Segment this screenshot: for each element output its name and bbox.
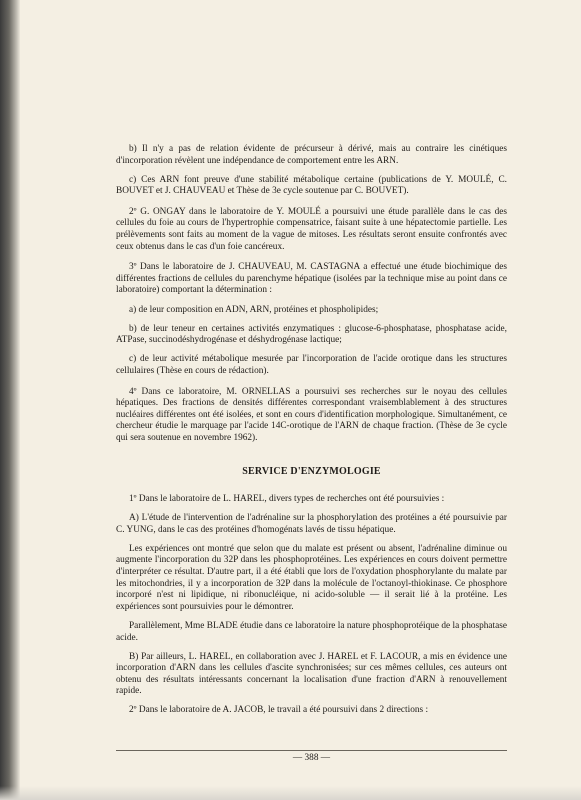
paragraph-2-ongay: 2º G. ONGAY dans le laboratoire de Y. MOULÉ a poursuivi une étude parallèle dans le cas des cellules du foie au cours de l'hypertrophie compensatrice, faisant suite à une hépatectomie partielle. Les prélèvements sont faits au moment de la vague de mitoses. Les résultats seront ensuite confrontés avec ceux obtenus dans le cas d'un foie cancéreux.: [116, 206, 507, 252]
list-item-a: a) de leur composition en ADN, ARN, protéines et phospholipides;: [129, 304, 379, 315]
paragraph-b: b) Il n'y a pas de relation évidente de précurseur à dérivé, mais au contraire les cinétiques d'incorporation révèlent une indépendance de comportement entre les ARN.: [116, 144, 507, 166]
page-body: [116, 144, 507, 717]
paragraph-1-harel: 1º Dans le laboratoire de L. HAREL, divers types de recherches ont été poursuivies :: [129, 494, 445, 505]
page-footer: [116, 750, 507, 763]
scan-bottom-edge: [0, 786, 581, 800]
paragraph-B-harel: B) Par ailleurs, L. HAREL, en collaboration avec J. HAREL et F. LACOUR, a mis en évidence une incorporation d'ARN dans les cellules d'ascite synchronisées; sur ces mêmes cellules, ces auteurs ont obtenu des résultats intéressants concernant la localisation d'une fraction d'ARN à renouvellement rapide.: [116, 651, 507, 697]
list-item-c: c) de leur activité métabolique mesurée par l'incorporation de l'acide orotique dans les structures cellulaires (Thèse en cours de rédaction).: [116, 354, 507, 376]
paragraph-3-chauveau: 3º Dans le laboratoire de J. CHAUVEAU, M. CASTAGNA a effectué une étude biochimique des différentes fractions de cellules du parenchyme hépatique (isolées par la technique mise au point dans ce laboratoire) comportant la détermination :: [116, 262, 507, 296]
paragraph-2-jacob: 2º Dans le laboratoire de A. JACOB, le travail a été poursuivi dans 2 directions :: [129, 705, 429, 716]
paragraph-experiences: Les expériences ont montré que selon que du malate est présent ou absent, l'adrénaline diminue ou augmente l'incorporation du 32P dans les phosphoprotéines. Les expériences en cours doivent permettre d'interpréter ce résultat. D'autre part, il a été établi que lors de l'oxydation phosphorylante du malate par les mitochondries, il y a incorporation de 32P dans la molécule de l'octanoyl-thiokinase. Ce phosphore incorporé n'est ni lipidique, ni ribonucléique, ni acido-soluble — il serait lié à la protéine. Les expériences sont poursuivies pour le démontrer.: [116, 543, 507, 612]
section-heading: SERVICE D'ENZYMOLOGIE: [242, 466, 381, 478]
footer-rule: [116, 750, 507, 751]
scan-binding-shadow: [0, 0, 20, 800]
paragraph-c: c) Ces ARN font preuve d'une stabilité métabolique certaine (publications de Y. MOULÉ, C. BOUVET et J. CHAUVEAU et Thèse de 3e cycle soutenue par C. BOUVET).: [116, 174, 507, 197]
list-item-b: b) de leur teneur en certaines activités enzymatiques : glucose-6-phosphatase, phosphatase acide, ATPase, succinodéshydrogénase et déshydrogénase lactique;: [116, 323, 507, 346]
page-number: — 388 —: [292, 753, 331, 763]
paragraph-A-adrenaline: A) L'étude de l'intervention de l'adrénaline sur la phosphorylation des protéines a été poursuivie par C. YUNG, dans le cas des protéines d'homogénats lavés de tissu hépatique.: [116, 513, 507, 535]
paragraph-blade: Parallèlement, Mme BLADE étudie dans ce laboratoire la nature phosphoprotéique de la phosphatase acide.: [116, 620, 507, 643]
paragraph-4-ornellas: 4º Dans ce laboratoire, M. ORNELLAS a poursuivi ses recherches sur le noyau des cellules hépatiques. Des fractions de densités différentes correspondant vraisemblablement à des structures nucléaires différentes ont été isolées, et sont en cours d'identification morphologique. Simultanément, ce chercheur étudie le marquage par l'acide 14C-orotique de l'ARN de chaque fraction. (Thèse de 3e cycle qui sera soutenue en novembre 1962).: [116, 386, 507, 443]
